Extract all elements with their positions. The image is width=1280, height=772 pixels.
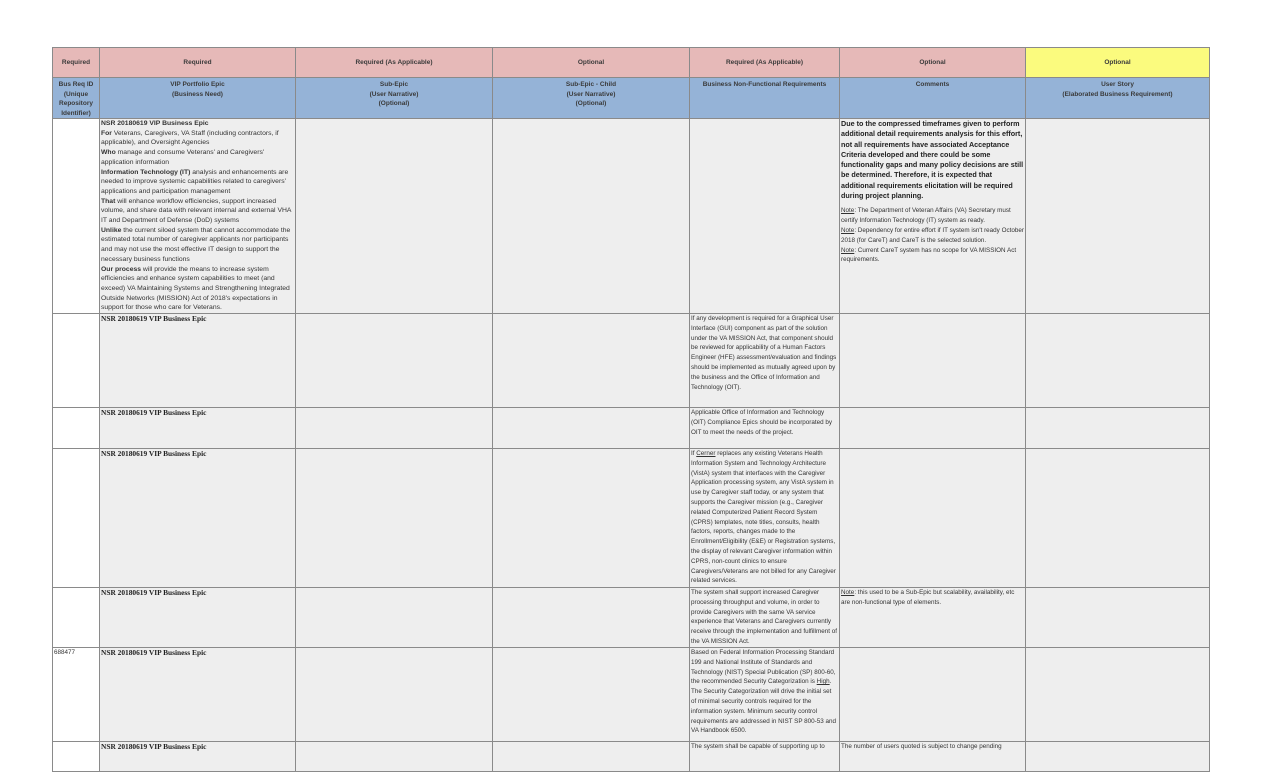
comments-cell[interactable] [840,314,1026,408]
bus-req-id-cell[interactable]: 688477 [53,648,100,742]
comments-cell[interactable] [840,449,1026,588]
user-story-cell[interactable] [1026,408,1210,449]
note-label: Note [841,589,855,597]
epic-cell[interactable] [100,742,296,772]
epic-lead: Our process [101,265,142,273]
requirement-level-row [53,48,1210,78]
table-row [53,119,1210,314]
header-sub-epic-child[interactable] [493,78,690,119]
header-line: (User Narrative) [566,90,616,98]
header-vip-epic[interactable] [100,78,296,119]
epic-text: will enhance workflow efficiencies, support increased volume, and share data with relevant internal and external VHA IT and Department of Defense (DoD) systems [101,197,292,225]
header-line: Bus Req ID [58,81,94,88]
sub-epic-child-cell[interactable] [493,742,690,772]
nfr-underlined-term: Cerner [696,450,716,458]
sub-epic-child-cell[interactable] [493,588,690,648]
epic-title: NSR 20180619 VIP Business Epic [101,648,207,658]
epic-cell[interactable] [100,648,296,742]
nfr-cell[interactable] [690,408,840,449]
header-line: (Optional) [575,100,607,107]
header-comments[interactable] [840,78,1026,119]
nfr-text: If [691,450,697,458]
epic-title: NSR 20180619 VIP Business Epic [101,120,209,127]
sub-epic-cell[interactable] [296,119,493,314]
nfr-cell[interactable] [690,314,840,408]
epic-title: NSR 20180619 VIP Business Epic [101,449,207,459]
comments-cell[interactable] [840,742,1026,772]
user-story-cell[interactable] [1026,588,1210,648]
epic-lead: Unlike [101,226,122,234]
epic-title: NSR 20180619 VIP Business Epic [101,408,207,418]
column-header-row [53,78,1210,119]
user-story-cell[interactable] [1026,119,1210,314]
requirements-table [52,47,1210,772]
level-header[interactable]: Optional [840,48,1026,78]
user-story-cell[interactable] [1026,742,1210,772]
sub-epic-child-cell[interactable] [493,119,690,314]
nfr-text: The system shall support increased Caregiver processing throughput and volume, in order to provide Caregivers with the same VA service experience that Veterans and Caregivers currently receive through the implementation and fulfillment of the VA MISSION Act. [691,589,837,646]
header-line: User Story [1101,81,1134,88]
header-line: Repository [59,100,93,107]
user-story-cell[interactable] [1026,314,1210,408]
level-header[interactable]: Required (As Applicable) [296,48,493,78]
header-line: Comments [915,81,950,88]
bus-req-id-cell[interactable] [53,408,100,449]
header-line: Identifier) [61,109,91,117]
level-header[interactable]: Required (As Applicable) [690,48,840,78]
sub-epic-child-cell[interactable] [493,408,690,449]
header-line: Business Non-Functional Requirements [702,81,827,88]
note-label: Note [841,246,855,254]
sub-epic-cell[interactable] [296,648,493,742]
nfr-text: Based on Federal Information Processing Standard 199 and National Institute of Standards and Technology (NIST) Special Publication (SP) 800-60, the recommended Security Categorization is [691,649,836,686]
epic-cell[interactable] [100,119,296,314]
sub-epic-child-cell[interactable] [493,449,690,588]
epic-lead: Information Technology (IT) [101,168,191,176]
note-text: : Current CareT system has no scope for VA MISSION Act requirements. [841,246,1017,264]
note-label: Note [841,207,855,215]
header-line: (Unique [63,90,89,98]
table-row [53,648,1210,742]
header-line: (Business Need) [172,90,223,98]
nfr-text: . The Security Categorization will drive the initial set of minimal security controls required for the information system. Minimum security control requirements are addressed in NIST SP 800-53 and VA Handbook 6500. [691,678,837,735]
epic-cell[interactable] [100,314,296,408]
epic-cell[interactable] [100,588,296,648]
epic-cell[interactable] [100,408,296,449]
epic-text: Veterans, Caregivers, VA Staff (including contractors, if applicable), and Oversight Agencies [101,129,279,147]
nfr-cell[interactable] [690,449,840,588]
note-label: Note [841,226,855,234]
note-text: : The Department of Veteran Affairs (VA) Secretary must certify Information Technology (IT) system as ready. [841,207,1011,225]
sub-epic-cell[interactable] [296,408,493,449]
header-line: VIP Portfolio Epic [170,81,225,88]
epic-lead: Who [101,149,116,157]
bus-req-id-cell[interactable] [53,314,100,408]
header-line: (User Narrative) [369,90,419,98]
level-header[interactable]: Optional [493,48,690,78]
table-row [53,408,1210,449]
epic-text: will provide the means to increase system efficiencies and enhance system capabilities to meet (and exceed) VA Maintaining Systems and Strengthening Integrated Outside Networks (MISSION) Act of 2018's expectations in support for those who care for Veterans. [101,265,290,312]
comments-cell[interactable] [840,408,1026,449]
nfr-cell[interactable] [690,742,840,772]
header-line: (Optional) [378,100,410,107]
table-row [53,314,1210,408]
spreadsheet [52,47,1210,772]
level-header[interactable]: Required [100,48,296,78]
bus-req-id-cell[interactable] [53,119,100,314]
epic-text: analysis and enhancements are needed to improve systemic capabilities related to caregivers' applications and participation management [101,168,289,195]
level-header[interactable]: Required [53,48,100,78]
epic-title: NSR 20180619 VIP Business Epic [101,588,207,598]
epic-text: the current siloed system that cannot accommodate the estimated total number of caregiver applicants nor participants and may not use the most effective IT design to support the necessary business functions [101,226,291,263]
table-row [53,742,1210,772]
nfr-cell[interactable] [690,588,840,648]
header-bus-req-id[interactable] [53,78,100,119]
header-line: Sub-Epic [379,81,409,88]
header-line: Sub-Epic - Child [565,81,617,88]
user-story-cell[interactable] [1026,449,1210,588]
comments-cell[interactable] [840,119,1026,314]
header-line: (Elaborated Business Requirement) [1062,90,1173,98]
comments-cell[interactable] [840,648,1026,742]
epic-title: NSR 20180619 VIP Business Epic [101,314,207,324]
nfr-cell[interactable] [690,648,840,742]
epic-cell[interactable] [100,449,296,588]
bus-req-id-cell[interactable] [53,588,100,648]
comment-text: : this used to be a Sub-Epic but scalability, availability, etc are non-functional type of elements. [841,589,1015,606]
user-story-cell[interactable] [1026,648,1210,742]
sub-epic-child-cell[interactable] [493,314,690,408]
epic-text: manage and consume Veterans' and Caregivers' application information [101,149,265,166]
nfr-text: If any development is required for a Graphical User Interface (GUI) component as part of the solution under the VA MISSION Act, that component should be reviewed for applicability of a Human Factors Engineer (HFE) assessment/evaluation and findings should be implemented as mutually agreed upon by the business and the Office of Information and Technology (OIT). [691,315,837,391]
nfr-text: The system shall be capable of supporting up to [691,743,825,751]
compressed-timeframe-note: Due to the compressed timeframes given to perform additional detail requirements analysis for this effort, not all requirements have associated Acceptance Criteria developed and there could be some functionality gaps and many policy decisions are still be determined. Therefore, it is expected that additional requirements elicitation will be required during project planning. [841,119,1024,201]
note-text: : Dependency for entire effort if IT system isn't ready October 2018 (for CareT) and CareT is the selected solution. [841,226,1024,244]
table-row [53,588,1210,648]
level-header-optional[interactable]: Optional [1026,48,1210,78]
header-user-story[interactable] [1026,78,1210,119]
bus-req-id-cell[interactable] [53,449,100,588]
epic-title: NSR 20180619 VIP Business Epic [101,742,207,752]
header-sub-epic[interactable] [296,78,493,119]
sub-epic-cell[interactable] [296,742,493,772]
bus-req-id-cell[interactable] [53,742,100,772]
comments-cell[interactable] [840,588,1026,648]
sub-epic-cell[interactable] [296,588,493,648]
sub-epic-child-cell[interactable] [493,648,690,742]
nfr-text: Applicable Office of Information and Technology (OIT) Compliance Epics should be incorporated by OIT to meet the needs of the project. [691,409,833,436]
sub-epic-cell[interactable] [296,449,493,588]
comment-text: The number of users quoted is subject to change pending [841,743,1002,751]
nfr-underlined-term: High [816,678,830,686]
header-nfr[interactable] [690,78,840,119]
nfr-cell[interactable] [690,119,840,314]
table-row [53,449,1210,588]
epic-lead: For [101,129,112,137]
sub-epic-cell[interactable] [296,314,493,408]
epic-lead: That [101,197,116,205]
nfr-text: replaces any existing Veterans Health Information System and Technology Architecture (VistA) system that interfaces with the Caregiver Application processing system, any VistA system in use by Caregiver staff today, or any system that supports the Caregiver mission (e.g., Caregiver related Computerized Patient Record System (CPRS) templates, note titles, consults, health factors, reports, changes made to the Enrollment/Eligibility (E&E) or Registration systems, the display of relevant Caregiver information within CPRS, non-count clinics to ensure Caregivers/Veterans are not billed for any Caregiver related services. [691,450,836,585]
